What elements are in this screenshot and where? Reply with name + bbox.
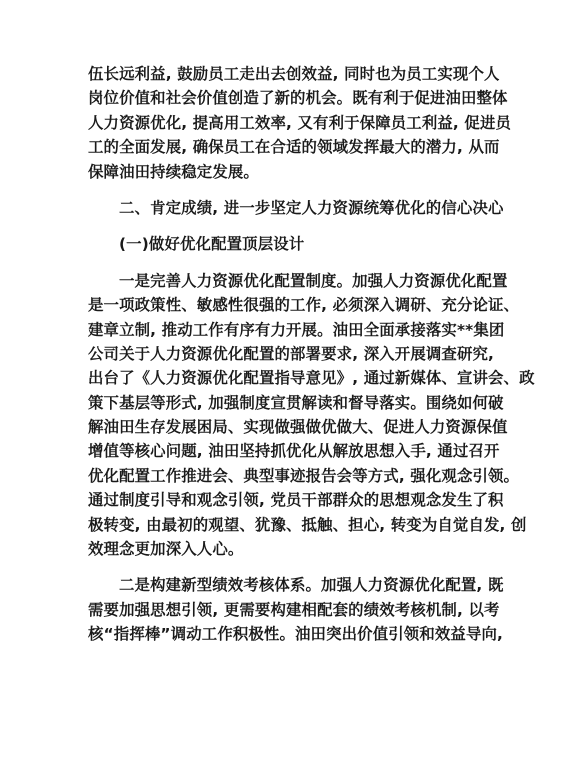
text-line: 出台了《人力资源优化配置指导意见》, 通过新媒体、宣讲会、政	[88, 369, 535, 388]
paragraph-2	[88, 269, 535, 562]
text-line: 保障油田持续稳定发展。	[88, 162, 259, 181]
paragraph-1	[88, 62, 512, 184]
text-line: 核“指挥棒”调动工作积极性。油田突出价值引领和效益导向,	[88, 625, 504, 644]
text-line: 伍长远利益, 鼓励员工走出去创效益, 同时也为员工实现个人	[88, 65, 500, 83]
text-line: 公司关于人力资源优化配置的部署要求, 深入开展调查研究,	[88, 344, 495, 363]
text-line: 人力资源优化, 提高用工效率, 又有利于保障员工利益, 促进员	[88, 113, 512, 132]
text-line: 优化配置工作推进会、典型事迹报告会等方式, 强化观念引领。	[88, 466, 520, 485]
text-line: 一是完善人力资源优化配置制度。加强人力资源优化配置	[119, 271, 508, 290]
section-heading	[88, 196, 508, 220]
text-line: 增值等核心问题, 油田坚持抓优化从解放思想入手, 通过召开	[88, 442, 500, 461]
text-line: 是一项政策性、敏感性很强的工作, 必须深入调研、充分论证、	[88, 296, 520, 315]
text-line: 极转变, 由最初的观望、犹豫、抵触、担心, 转变为自觉自发, 创	[88, 515, 527, 534]
section-title: 二、肯定成绩, 进一步坚定人力资源统筹优化的信心决心	[119, 198, 504, 217]
document-body	[88, 62, 535, 647]
subsection-heading	[88, 232, 508, 256]
text-line: 策下基层等形式, 加强制度宣贯解读和督导落实。围绕如何破	[88, 393, 504, 412]
subsection-title: (一)做好优化配置顶层设计	[119, 235, 305, 254]
text-line: 解油田生存发展困局、实现做强做优做大、促进人力资源保值	[88, 418, 508, 437]
text-line: 工的全面发展, 确保员工在合适的领域发挥最大的潜力, 从而	[88, 138, 500, 157]
text-line: 岗位价值和社会价值创造了新的机会。既有利于促进油田整体	[88, 89, 508, 108]
text-line: 效理念更加深入人心。	[88, 540, 244, 559]
text-line: 通过制度引导和观念引领, 党员干部群众的思想观念发生了积	[88, 491, 504, 510]
text-line: 二是构建新型绩效考核体系。加强人力资源优化配置, 既	[119, 576, 504, 595]
paragraph-3	[88, 573, 508, 646]
text-line: 建章立制, 推动工作有序有力开展。油田全面承接落实**集团	[88, 320, 505, 339]
text-line: 需要加强思想引领, 更需要构建相配套的绩效考核机制, 以考	[88, 600, 500, 619]
